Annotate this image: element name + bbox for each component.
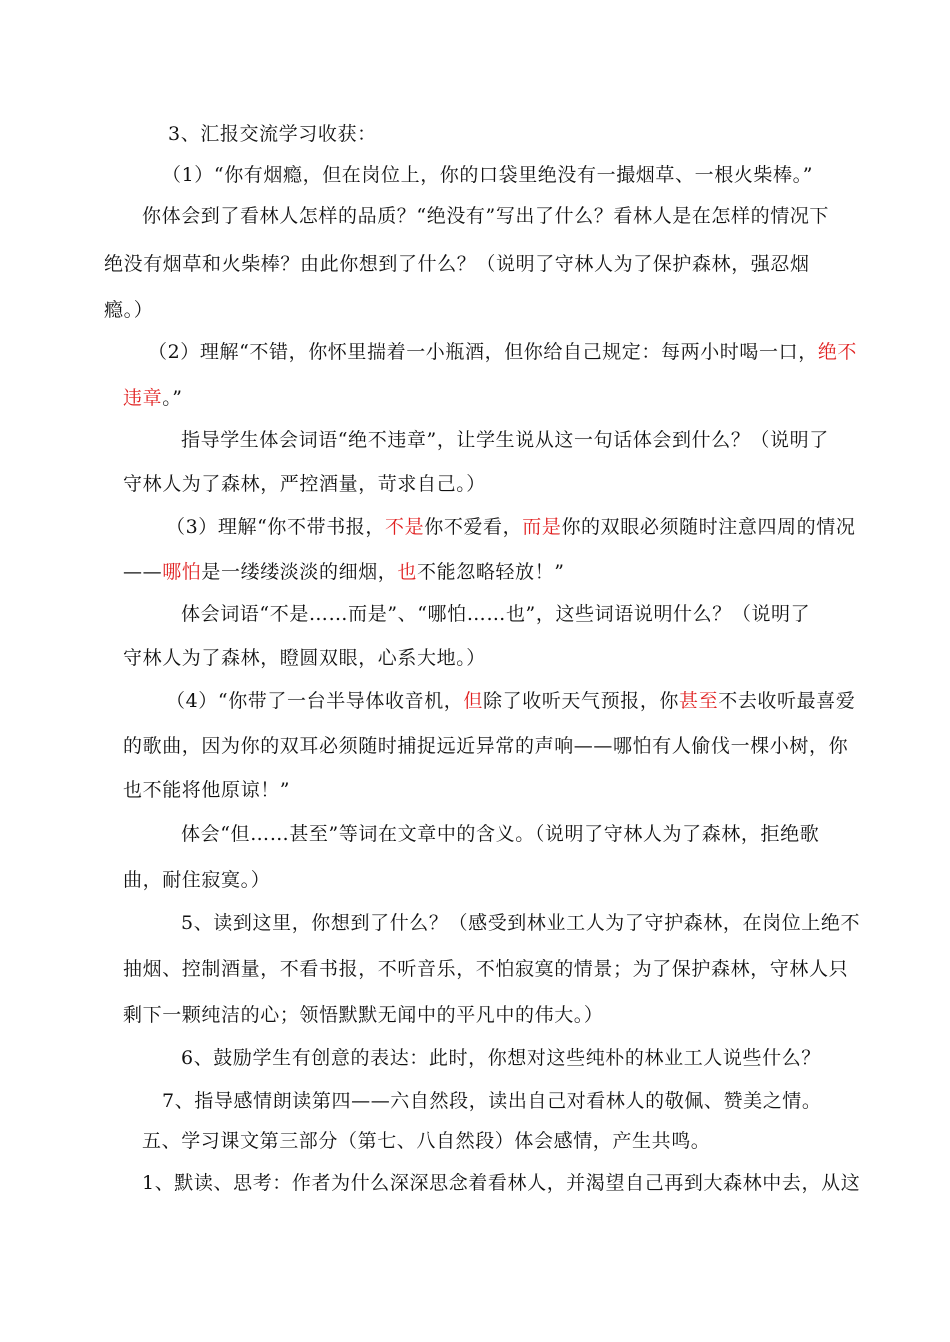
line-quote-3b (123, 560, 565, 584)
line-quote-4c: 也不能将他原谅！” (123, 779, 291, 801)
highlight-run: 而是 (522, 516, 562, 538)
text-run: （4）“你带了一台半导体收音机， (166, 690, 464, 712)
line-section-5-heading: 五、学习课文第三部分（第七、八自然段）体会感情，产生共鸣。 (142, 1130, 711, 1152)
highlight-run: 违章 (123, 387, 163, 409)
line-step-5b: 抽烟、控制酒量，不看书报，不听音乐，不怕寂寞的情景；为了保护森林，守林人只 (123, 958, 849, 980)
highlight-run: 不是 (385, 516, 425, 538)
text-run: 你的双眼必须随时注意四周的情况 (561, 516, 856, 538)
line-guide-3a: 体会词语“不是……而是”、“哪怕……也”，这些词语说明什么？（说明了 (181, 603, 811, 625)
highlight-run: 甚至 (679, 690, 719, 712)
line-guide-4b: 曲，耐住寂寞。） (123, 869, 271, 891)
line-quote-1: （1）“你有烟瘾，但在岗位上，你的口袋里绝没有一撮烟草、一根火柴棒。” (162, 164, 814, 186)
line-step-6: 6、鼓励学生有创意的表达：此时，你想对这些纯朴的林业工人说些什么？ (181, 1047, 821, 1069)
highlight-run: 也 (397, 561, 418, 583)
text-run: 。” (162, 387, 183, 409)
text-run: （3）理解“你不带书报， (166, 516, 386, 538)
line-question-1b: 绝没有烟草和火柴棒？由此你想到了什么？（说明了守林人为了保护森林，强忍烟 (104, 253, 810, 275)
text-run: 除了收听天气预报，你 (483, 690, 680, 712)
line-guide-3b: 守林人为了森林，瞪圆双眼，心系大地。） (123, 647, 486, 669)
line-quote-3a (166, 515, 855, 539)
line-step-5a: 5、读到这里，你想到了什么？（感受到林业工人为了守护森林，在岗位上绝不 (181, 912, 861, 934)
line-section-3-heading: 3、汇报交流学习收获： (168, 123, 377, 145)
line-step-1: 1、默读、思考：作者为什么深深思念着看林人，并渴望自己再到大森林中去，从这 (142, 1172, 861, 1194)
text-run: 是一缕缕淡淡的细烟， (201, 561, 398, 583)
line-guide-2a: 指导学生体会词语“绝不违章”，让学生说从这一句话体会到什么？（说明了 (181, 429, 829, 451)
highlight-run: 哪怕 (162, 561, 202, 583)
line-question-1a: 你体会到了看林人怎样的品质？“绝没有”写出了什么？看林人是在怎样的情况下 (142, 205, 830, 227)
line-quote-4a (166, 689, 855, 713)
text-run: 你不爱看， (424, 516, 523, 538)
line-guide-4a: 体会“但……甚至”等词在文章中的含义。（说明了守林人为了森林，拒绝歌 (181, 823, 820, 845)
line-step-5c: 剩下一颗纯洁的心；领悟默默无闻中的平凡中的伟大。） (123, 1004, 604, 1026)
text-run: （2）理解“不错，你怀里揣着一小瓶酒，但你给自己规定：每两小时喝一口， (148, 341, 818, 363)
line-quote-2b (123, 386, 183, 410)
text-run: —— (123, 561, 163, 583)
line-question-1c: 瘾。） (104, 299, 154, 321)
text-run: 不去收听最喜爱 (718, 690, 856, 712)
line-quote-2a (148, 340, 857, 364)
text-run: 不能忽略轻放！” (417, 561, 565, 583)
line-quote-4b: 的歌曲，因为你的双耳必须随时捕捉远近异常的声响——哪怕有人偷伐一棵小树，你 (123, 735, 849, 757)
line-guide-2b: 守林人为了森林，严控酒量，苛求自己。） (123, 473, 486, 495)
highlight-run: 但 (463, 690, 484, 712)
highlight-run: 绝不 (817, 341, 858, 363)
line-step-7: 7、指导感情朗读第四——六自然段，读出自己对看林人的敬佩、赞美之情。 (162, 1090, 822, 1112)
